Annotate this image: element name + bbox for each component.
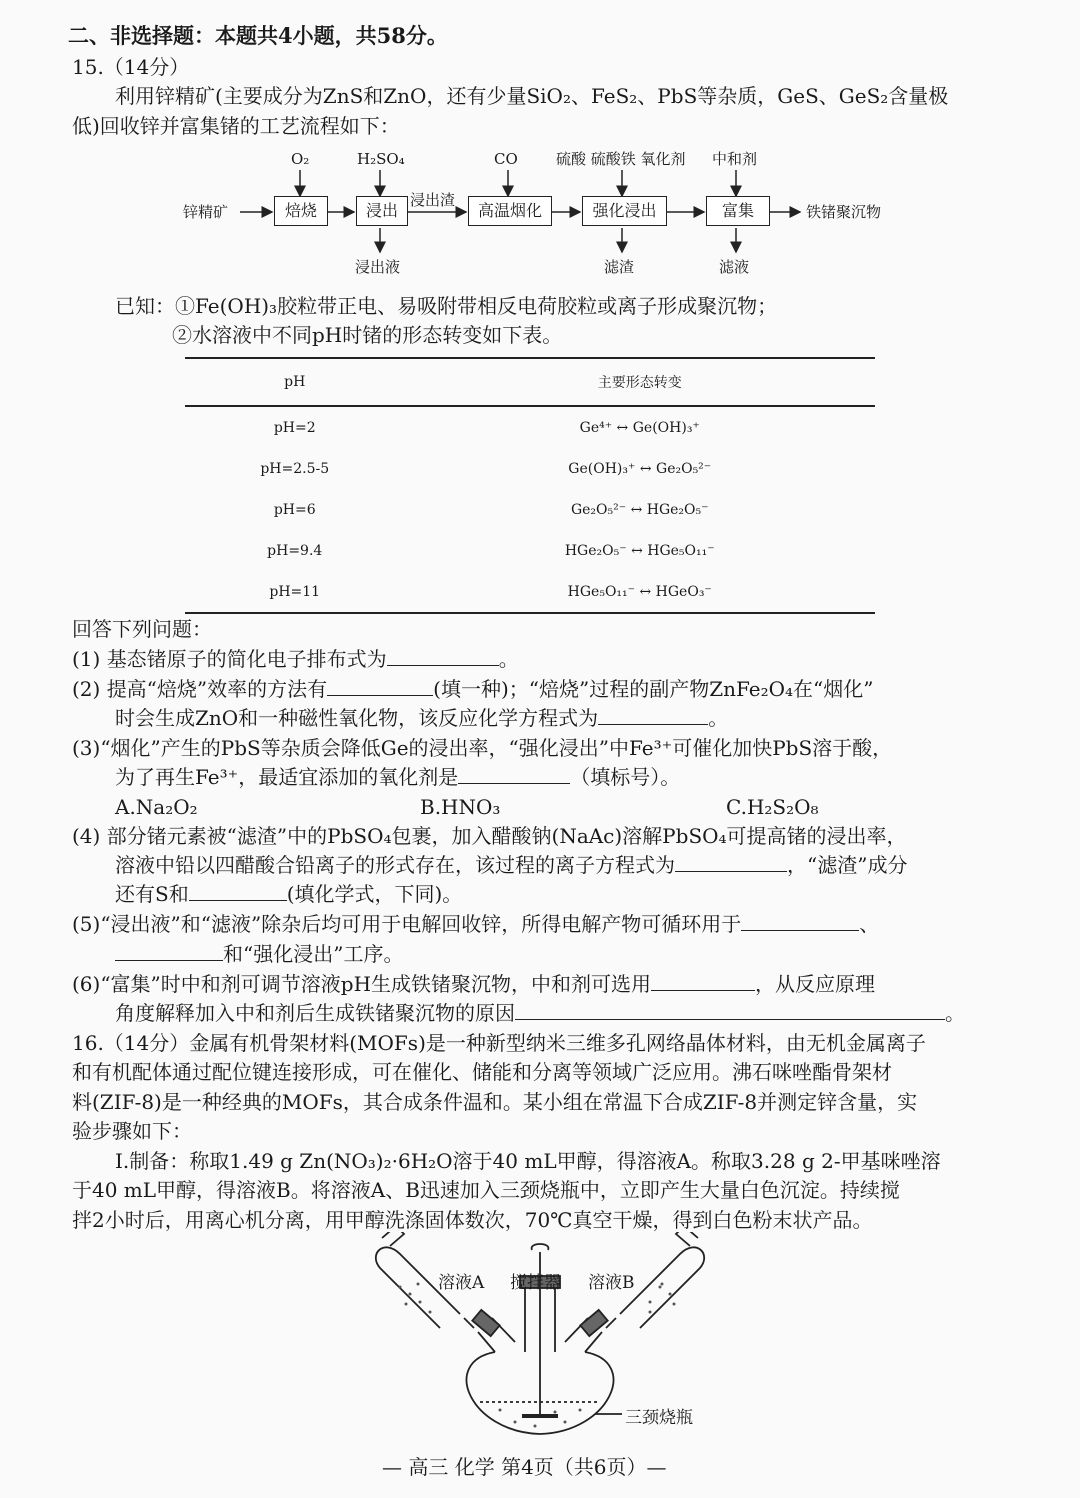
- answer-prompt: 回答下列问题：: [72, 617, 212, 641]
- known-1: 已知：①Fe(OH)₃胶粒带正电、易吸附带相反电荷胶粒或离子形成聚沉物；: [115, 294, 778, 318]
- q16-step-1a: Ⅰ.制备：称取1.49 g Zn(NO₃)₂·6H₂O溶于40 mL甲醇，得溶液A。称取3.28 g 2-甲基咪唑溶: [115, 1149, 941, 1173]
- flow-step-enrichment: 富集: [706, 196, 770, 226]
- answer-blank[interactable]: [327, 675, 433, 696]
- label-solution-a: 溶液A: [438, 1273, 485, 1293]
- table-row: [185, 406, 875, 448]
- table-cell: pH=6: [273, 501, 316, 518]
- q16-step-1c: 拌2小时后，用离心机分离，用甲醇洗涤固体数次，70℃真空干燥，得到白色粉末状产品。: [72, 1208, 873, 1232]
- flow-input-o2: O₂: [291, 150, 310, 168]
- table-cell: Ge⁴⁺ ↔ Ge(OH)₃⁺: [579, 419, 700, 436]
- question-2b: [115, 704, 728, 732]
- question-3a: (3)“烟化”产生的PbS等杂质会降低Ge的浸出率，“强化浸出”中Fe³⁺可催化加快PbS溶于酸，: [72, 736, 893, 760]
- table-cell: HGe₅O₁₁⁻ ↔ HGeO₃⁻: [567, 583, 712, 600]
- flow-output-filtrate: 滤液: [719, 258, 750, 276]
- flow-step-roasting: 焙烧: [274, 196, 328, 226]
- page-footer: — 高三 化学 第4页（共6页）—: [382, 1455, 667, 1479]
- question-2a-end: (填一种)；“焙烧”过程的副产物ZnFe₂O₄在“烟化”: [433, 677, 874, 701]
- flow-end-product: 铁锗聚沉物: [806, 203, 882, 221]
- question-6b-end: 。: [945, 1001, 965, 1025]
- table-cell: pH=9.4: [267, 542, 323, 559]
- table-cell: Ge₂O₅²⁻ ↔ HGe₂O₅⁻: [570, 501, 709, 518]
- flow-input-co: CO: [494, 150, 518, 168]
- question-1-text: (1) 基态锗原子的简化电子排布式为: [72, 647, 387, 671]
- question-5a: [72, 910, 879, 938]
- question-6a-end: ，从反应原理: [755, 972, 876, 996]
- flow-input-reagents: 硫酸 硫酸铁 氧化剂: [556, 150, 686, 168]
- table-header-ph: pH: [284, 374, 306, 390]
- question-5b: [115, 940, 403, 968]
- question-5a-end: 、: [859, 912, 880, 936]
- table-header-row: [185, 358, 875, 406]
- flow-input-h2so4: H₂SO₄: [357, 150, 405, 168]
- answer-blank[interactable]: [598, 704, 708, 725]
- q16-line-4: 验步骤如下：: [72, 1119, 192, 1143]
- question-3b-end: （填标号）。: [570, 765, 681, 789]
- question-4b: [115, 851, 907, 879]
- answer-blank[interactable]: [387, 645, 499, 666]
- question-2a-text: (2) 提高“焙烧”效率的方法有: [72, 677, 328, 701]
- q16-line-2: 和有机配体通过配位键连接形成，可在催化、储能和分离等领域广泛应用。沸石咪唑酯骨架材: [72, 1060, 892, 1084]
- question-4b-text: 溶液中铅以四醋酸合铅离子的形式存在，该过程的离子方程式为: [115, 853, 675, 877]
- question-4a: (4) 部分锗元素被“滤渣”中的PbSO₄包裹，加入醋酸钠(NaAc)溶解PbSO₄可提高锗的浸出率，: [72, 824, 907, 848]
- flow-step-leaching: 浸出: [356, 196, 408, 226]
- flow-between-residue: 浸出渣: [410, 191, 456, 209]
- table-cell: pH=2: [273, 419, 316, 436]
- question-6a-text: (6)“富集”时中和剂可调节溶液pH生成铁锗聚沉物，中和剂可选用: [72, 972, 652, 996]
- section-title: 二、非选择题：本题共4小题，共58分。: [68, 23, 448, 48]
- q15-intro-2: 低)回收锌并富集锗的工艺流程如下：: [72, 114, 400, 138]
- question-6b: [115, 999, 965, 1027]
- table-cell: HGe₂O₅⁻ ↔ HGe₅O₁₁⁻: [564, 542, 715, 559]
- answer-blank[interactable]: [515, 999, 945, 1020]
- q15-intro-1: 利用锌精矿(主要成分为ZnS和ZnO，还有少量SiO₂、FeS₂、PbS等杂质，GeS、GeS₂含量极: [115, 84, 949, 108]
- flow-input-neutralizer: 中和剂: [712, 150, 758, 168]
- table-row: [185, 530, 875, 571]
- answer-blank[interactable]: [458, 763, 570, 784]
- label-stirrer: 搅拌器: [510, 1273, 561, 1293]
- flow-output-residue: 滤渣: [604, 258, 635, 276]
- answer-blank[interactable]: [741, 910, 859, 931]
- table-row: [185, 571, 875, 613]
- known-2: ②水溶液中不同pH时锗的形态转变如下表。: [172, 323, 563, 347]
- table-row: [185, 448, 875, 489]
- question-2b-end: 。: [708, 706, 729, 730]
- question-4c-text: 还有S和: [115, 882, 189, 906]
- answer-blank[interactable]: [115, 940, 223, 961]
- question-5a-text: (5)“浸出液”和“滤液”除杂后均可用于电解回收锌，所得电解产物可循环用于: [72, 912, 742, 936]
- q16-step-1b: 于40 mL甲醇，得溶液B。将溶液A、B迅速加入三颈烧瓶中，立即产生大量白色沉淀。持续搅: [72, 1178, 900, 1202]
- germanium-species-table: [185, 357, 875, 614]
- question-4c-end: (填化学式，下同)。: [286, 882, 463, 906]
- question-6a: [72, 970, 875, 998]
- q16-line-1: 16.（14分）金属有机骨架材料(MOFs)是一种新型纳米三维多孔网络晶体材料，由无机金属离子: [72, 1031, 926, 1055]
- question-6b-text: 角度解释加入中和剂后生成铁锗聚沉物的原因: [115, 1001, 515, 1025]
- question-2a: [72, 675, 873, 703]
- flow-step-enhanced-leaching: 强化浸出: [582, 196, 667, 226]
- table-row: [185, 489, 875, 530]
- table-cell: Ge(OH)₃⁺ ↔ Ge₂O₅²⁻: [568, 460, 712, 477]
- label-solution-b: 溶液B: [588, 1273, 635, 1293]
- question-1-end: 。: [498, 647, 519, 671]
- question-4c: [115, 880, 462, 908]
- question-3b-text: 为了再生Fe³⁺，最适宜添加的氧化剂是: [115, 765, 459, 789]
- option-c: C.H₂S₂O₈: [726, 795, 819, 819]
- flow-step-fuming: 高温烟化: [468, 196, 552, 226]
- flow-arrows: [0, 0, 1080, 300]
- table-cell: pH=2.5-5: [260, 460, 330, 477]
- question-2b-text: 时会生成ZnO和一种磁性氧化物，该反应化学方程式为: [115, 706, 599, 730]
- label-three-neck-flask: 三颈烧瓶: [625, 1408, 693, 1428]
- question-5b-text: 和“强化浸出”工序。: [223, 942, 404, 966]
- question-1: [72, 645, 519, 673]
- flow-start: 锌精矿: [183, 203, 229, 221]
- answer-blank[interactable]: [675, 851, 787, 872]
- flow-output-leachate: 浸出液: [355, 258, 401, 276]
- q15-header: 15.（14分）: [72, 55, 190, 79]
- table-cell: pH=11: [269, 583, 321, 600]
- answer-blank[interactable]: [651, 970, 755, 991]
- q16-line-3: 料(ZIF-8)是一种经典的MOFs，其合成条件温和。某小组在常温下合成ZIF-8并测定锌含量，实: [72, 1090, 918, 1114]
- question-3b: [115, 763, 680, 791]
- option-a: A.Na₂O₂: [115, 795, 198, 819]
- table-header-species: 主要形态转变: [597, 375, 682, 391]
- answer-blank[interactable]: [189, 880, 287, 901]
- question-4b-end: ，“滤渣”成分: [787, 853, 908, 877]
- option-b: B.HNO₃: [420, 795, 501, 819]
